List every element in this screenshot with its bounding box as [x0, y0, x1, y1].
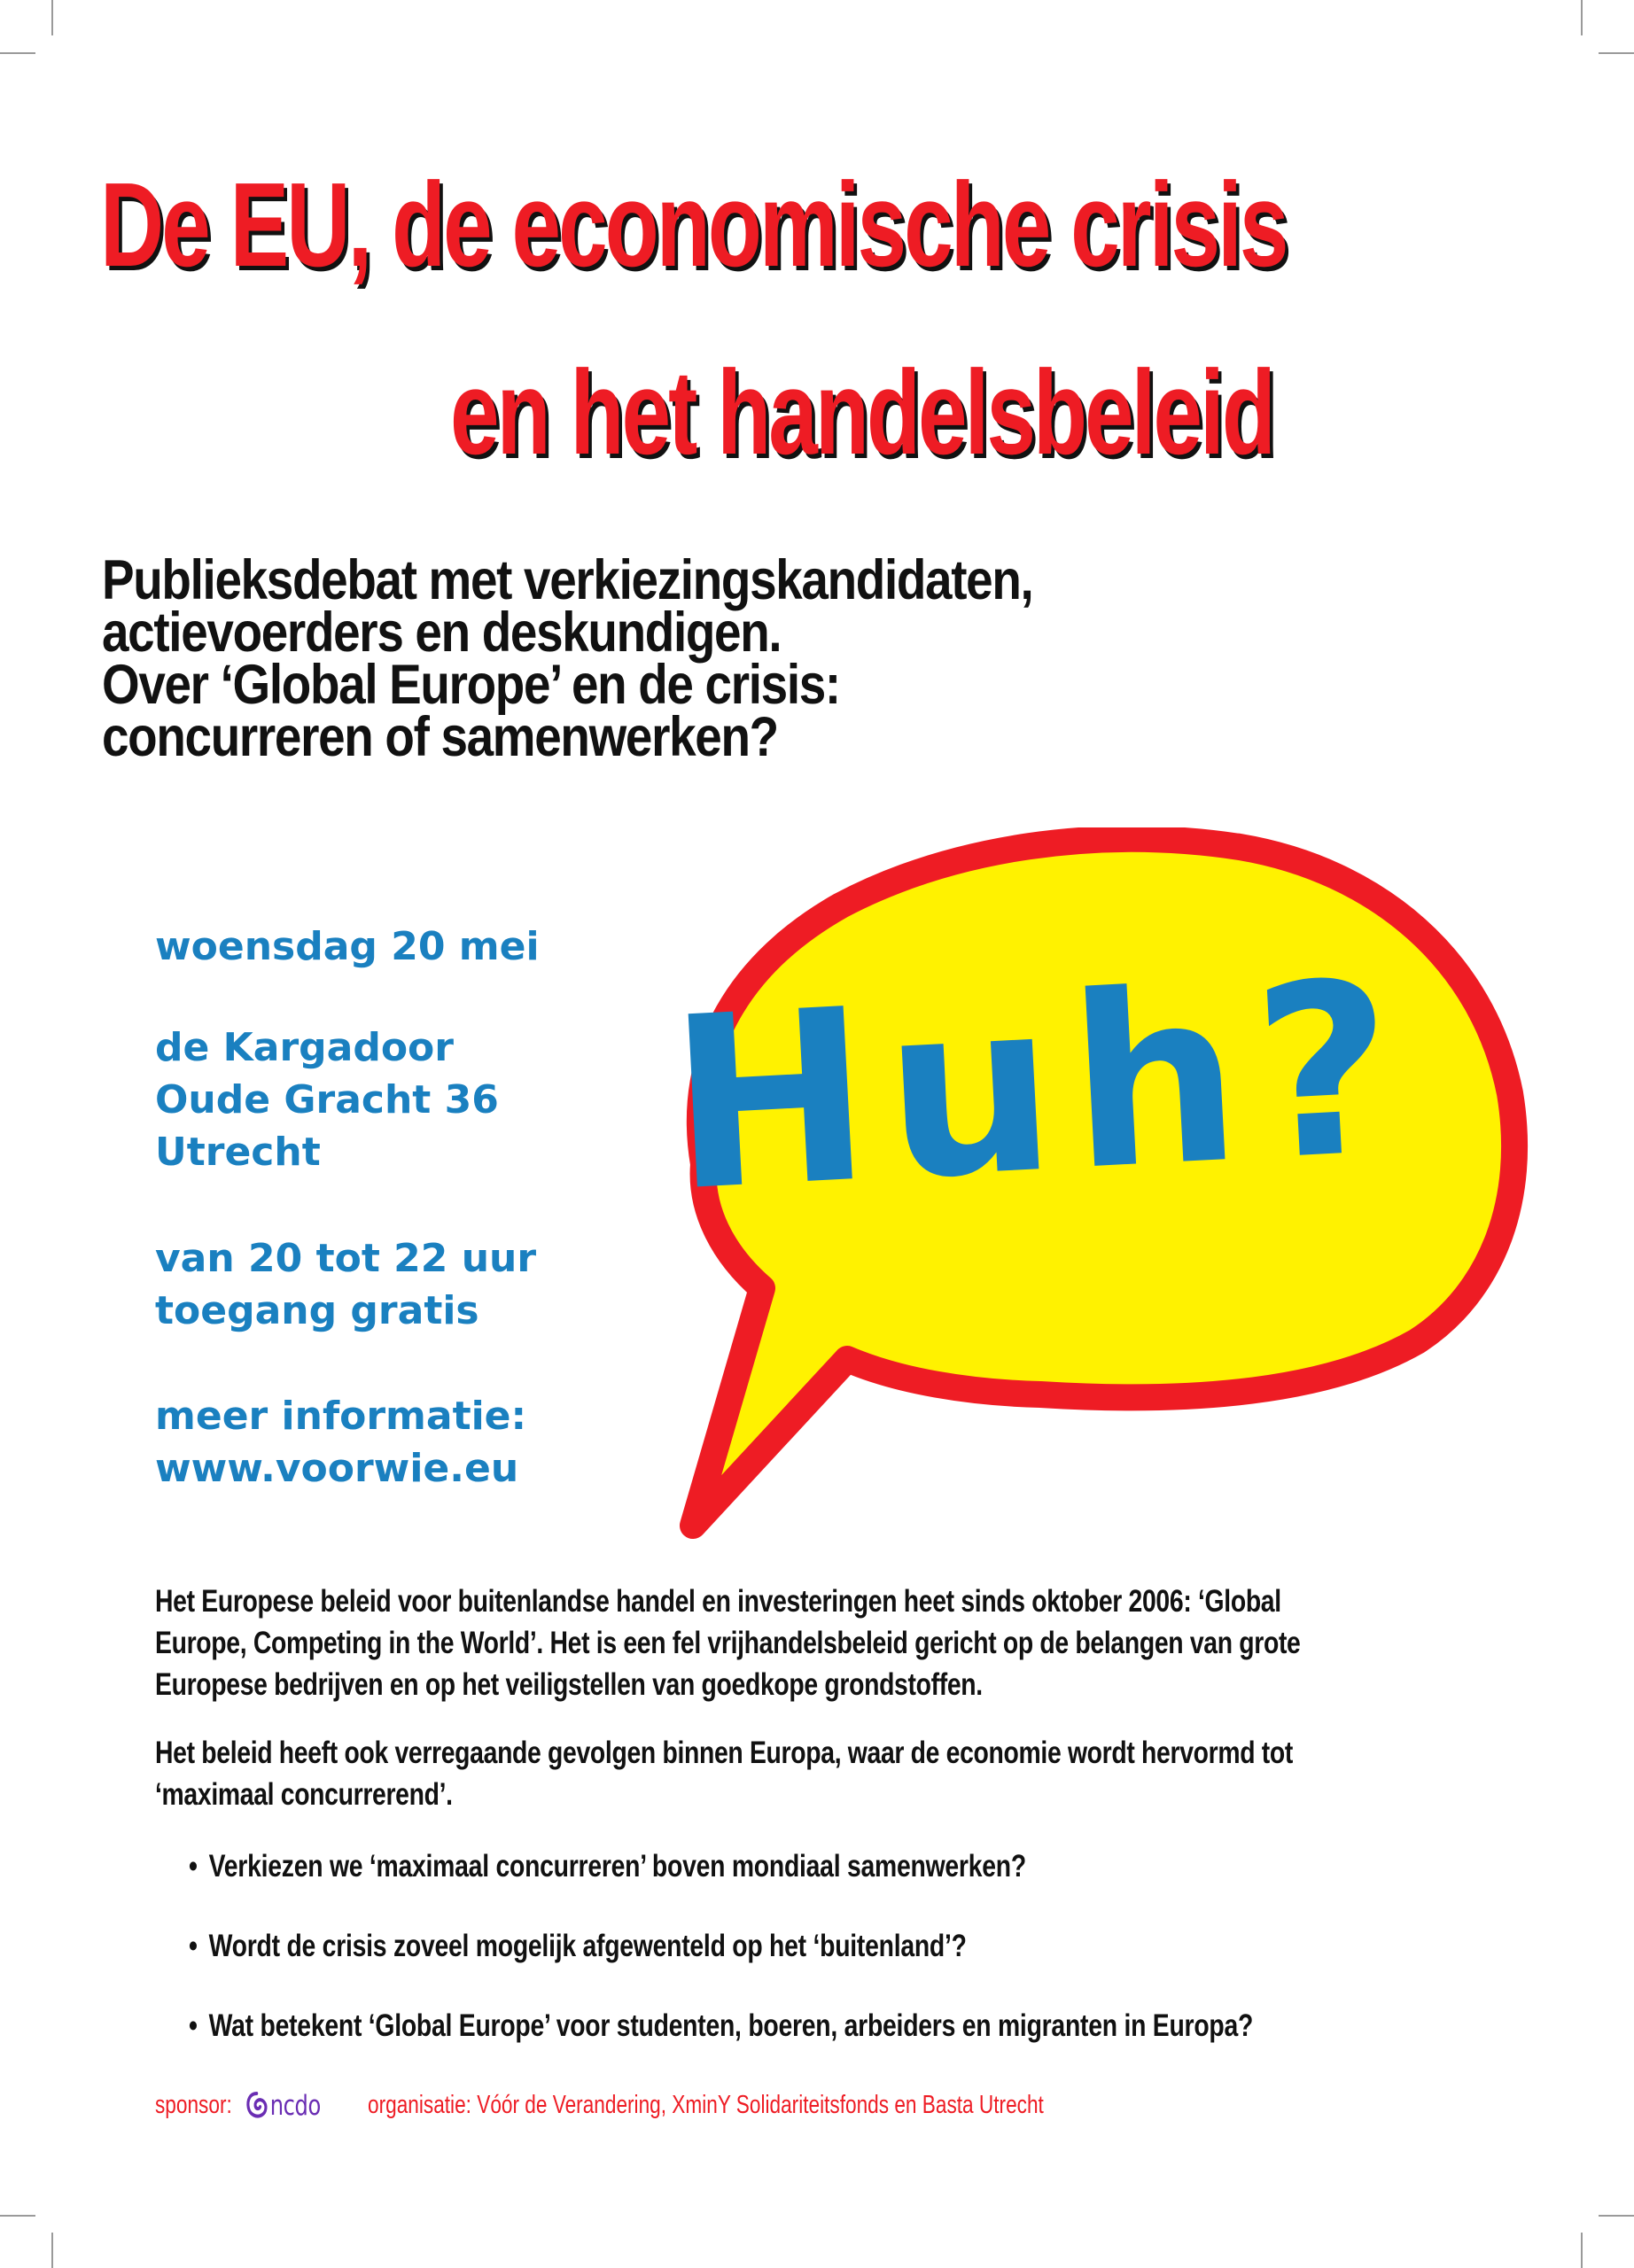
more-info-label: meer informatie:: [155, 1394, 527, 1439]
event-date-text: woensdag 20 mei: [155, 924, 540, 969]
lead-line-3: Over ‘Global Europe’ en de crisis:: [102, 654, 840, 716]
event-venue: de Kargadoor: [155, 1025, 454, 1070]
list-item: [189, 1929, 1253, 2008]
body-paragraph-2-line-1: Het beleid heeft ook verregaande gevolgen binnen Europa, waar de economie wordt hervormd tot: [155, 1736, 1294, 1770]
event-admission: toegang gratis: [155, 1288, 479, 1333]
ncdo-logo-text: ncdo: [269, 2090, 321, 2123]
bullet-icon: •: [189, 2008, 198, 2043]
body-paragraph-1-line-3: Europese bedrijven en op het veiligstellen van goedkope grondstoffen.: [155, 1667, 983, 1702]
question-3: Wat betekent ‘Global Europe’ voor studenten, boeren, arbeiders en migranten in Europa?: [208, 2008, 1254, 2043]
crop-mark-bottom-left-h: [0, 2215, 35, 2217]
lead-line-2: actievoerders en deskundigen.: [102, 602, 782, 664]
ncdo-logo: [245, 2085, 321, 2125]
crop-mark-bottom-right-v: [1581, 2233, 1583, 2268]
sponsor-label: sponsor:: [155, 2091, 232, 2120]
lead-line-1: Publieksdebat met verkiezingskandidaten,: [102, 549, 1033, 611]
bullet-icon: •: [189, 1849, 198, 1884]
event-city: Utrecht: [155, 1130, 321, 1175]
body-paragraph-2: [155, 1732, 1294, 1815]
event-time-text: van 20 tot 22 uur: [155, 1236, 537, 1281]
lead-line-4: concurreren of samenwerken?: [102, 706, 778, 768]
crop-mark-bottom-left-v: [51, 2233, 53, 2268]
question-2: Wordt de crisis zoveel mogelijk afgewenteld op het ‘buitenland’?: [208, 1929, 967, 1963]
footer: [155, 2085, 1295, 2124]
event-more-info: [155, 1390, 526, 1495]
body-paragraph-1-line-2: Europe, Competing in the World’. Het is een fel vrijhandelsbeleid gericht op de belangen van grote: [155, 1626, 1301, 1660]
event-location: [155, 1021, 499, 1178]
crop-mark-top-right-v: [1581, 0, 1583, 35]
lead-text: [102, 549, 1033, 768]
event-date: [155, 920, 540, 973]
event-time: [155, 1232, 536, 1337]
question-1: Verkiezen we ‘maximaal concurreren’ boven mondiaal samenwerken?: [208, 1849, 1026, 1884]
list-item: [189, 2008, 1253, 2088]
body-paragraph-1-line-1: Het Europese beleid voor buitenlandse handel en investeringen heet sinds oktober 2006: ‘Global: [155, 1584, 1281, 1619]
list-item: [189, 1849, 1253, 1929]
speech-bubble-text: Huh?: [664, 929, 1416, 1245]
event-address: Oude Gracht 36: [155, 1077, 499, 1122]
poster-title-line-1: De EU, de economische crisis: [100, 158, 1287, 291]
crop-mark-top-right-h: [1599, 52, 1634, 54]
speech-bubble: [615, 827, 1547, 1552]
body-paragraph-2-line-2: ‘maximaal concurrerend’.: [155, 1777, 453, 1812]
bullet-icon: •: [189, 1929, 198, 1963]
organisation-text: organisatie: Vóór de Verandering, XminY Solidariteitsfonds en Basta Utrecht: [368, 2091, 1044, 2120]
crop-mark-top-left-h: [0, 52, 35, 54]
website-link[interactable]: www.voorwie.eu: [155, 1446, 519, 1491]
footer-content: [155, 2085, 1044, 2125]
ncdo-swirl-icon: [245, 2090, 269, 2122]
body-paragraph-1: [155, 1581, 1301, 1705]
poster-title-line-2: en het handelsbeleid: [450, 346, 1273, 479]
crop-mark-bottom-right-h: [1599, 2215, 1634, 2217]
question-list: [189, 1849, 1253, 2088]
crop-mark-top-left-v: [51, 0, 53, 35]
